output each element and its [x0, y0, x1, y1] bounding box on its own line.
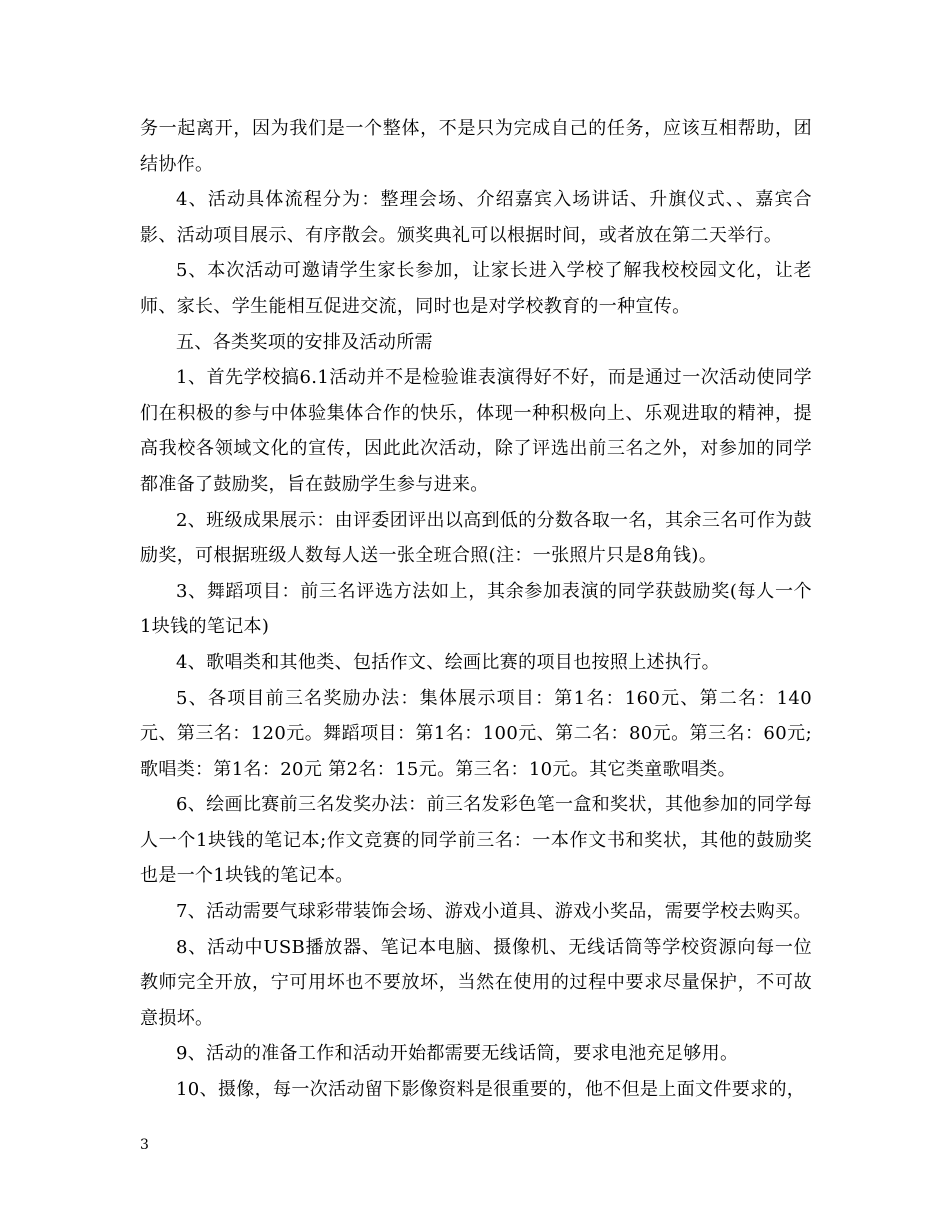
paragraph-continuation: 务一起离开，因为我们是一个整体，不是只为完成自己的任务，应该互相帮助，团结协作。 [140, 118, 812, 175]
paragraph-item-5-parents: 5、本次活动可邀请学生家长参加，让家长进入学校了解我校校园文化，让老师、家长、学生能相互促进交流，同时也是对学校教育的一种宣传。 [140, 260, 812, 317]
paragraph-award-9: 9、活动的准备工作和活动开始都需要无线话筒，要求电池充足够用。 [176, 1043, 739, 1065]
page-number: 3 [140, 1137, 149, 1153]
paragraph-award-5: 5、各项目前三名奖励办法：集体展示项目：第1名：160元、第二名：140元、第三名：120元。舞蹈项目：第1名：100元、第二名：80元。第三名：60元;歌唱类：第1名：20元 第2名：15元。第三名：10元。其它类童歌唱类。 [140, 687, 812, 780]
section-heading-awards: 五、各类奖项的安排及活动所需 [176, 331, 433, 353]
paragraph-award-10: 10、摄像，每一次活动留下影像资料是很重要的，他不但是上面文件要求的， [176, 1079, 806, 1101]
paragraph-award-3: 3、舞蹈项目：前三名评选方法如上，其余参加表演的同学获鼓励奖(每人一个1块钱的笔记本) [140, 580, 812, 638]
paragraph-award-1: 1、首先学校搞6.1活动并不是检验谁表演得好不好，而是通过一次活动使同学们在积极的参与中体验集体合作的快乐，体现一种积极向上、乐观进取的精神，提高我校各领域文化的宣传，因此此次活动，除了评选出前三名之外，对参加的同学都准备了鼓励奖，旨在鼓励学生参与进来。 [140, 367, 812, 495]
document-body [140, 111, 812, 1108]
paragraph-item-4-flow: 4、活动具体流程分为：整理会场、介绍嘉宾入场讲话、升旗仪式、、嘉宾合影、活动项目展示、有序散会。颁奖典礼可以根据时间，或者放在第二天举行。 [140, 189, 812, 246]
paragraph-award-7: 7、活动需要气球彩带装饰会场、游戏小道具、游戏小奖品，需要学校去购买。 [176, 901, 812, 923]
paragraph-award-4: 4、歌唱类和其他类、包括作文、绘画比赛的项目也按照上述执行。 [176, 651, 720, 673]
paragraph-award-8: 8、活动中USB播放器、笔记本电脑、摄像机、无线话筒等学校资源向每一位教师完全开放，宁可用坏也不要放坏，当然在使用的过程中要求尽量保护，不可故意损坏。 [140, 936, 812, 1029]
paragraph-award-2: 2、班级成果展示：由评委团评出以高到低的分数各取一名，其余三名可作为鼓励奖，可根据班级人数每人送一张全班合照(注：一张照片只是8角钱)。 [140, 509, 812, 567]
paragraph-award-6: 6、绘画比赛前三名发奖办法：前三名发彩色笔一盒和奖状，其他参加的同学每人一个1块钱的笔记本;作文竞赛的同学前三名：一本作文书和奖状，其他的鼓励奖也是一个1块钱的笔记本。 [140, 794, 812, 887]
